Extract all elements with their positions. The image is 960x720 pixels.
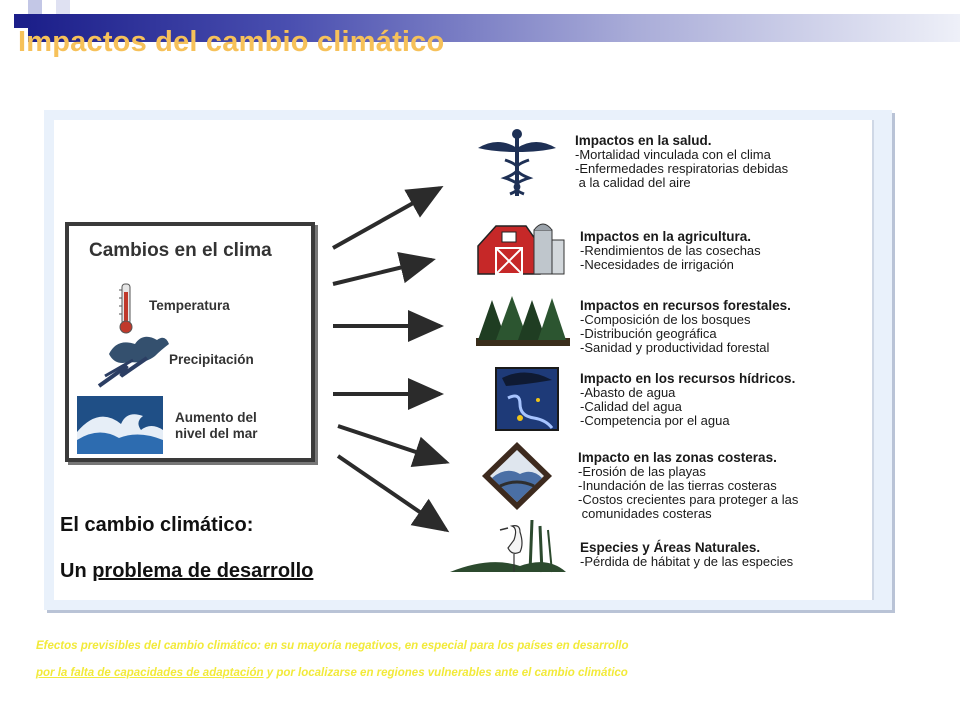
- impact-title: Impactos en recursos forestales.: [580, 298, 791, 313]
- water-resources-icon: [496, 368, 558, 430]
- impact-water: [580, 371, 880, 428]
- arrow-to-coast: [338, 426, 446, 462]
- forest-icon: [476, 296, 570, 346]
- heron-icon: [450, 520, 566, 572]
- footer-underlined: por la falta de capacidades de adaptación: [36, 667, 264, 679]
- note-prefix: Un: [60, 560, 93, 582]
- impact-title: Impacto en las zonas costeras.: [578, 450, 777, 465]
- caduceus-icon: [478, 129, 556, 196]
- footer-line-2: [36, 667, 628, 679]
- impact-line: -Erosión de las playas: [578, 464, 706, 479]
- impact-line: -Enfermedades respiratorias debidas: [575, 161, 789, 176]
- note-underlined: problema de desarrollo: [92, 560, 314, 582]
- climate-item-label: nivel del mar: [175, 426, 258, 441]
- impact-health: [575, 133, 875, 190]
- arrow-to-species: [338, 456, 446, 530]
- barn-icon: [478, 224, 564, 274]
- climate-box-title: Cambios en el clima: [89, 240, 272, 261]
- note-line-2: [60, 560, 313, 583]
- impact-agriculture: [580, 229, 880, 272]
- impact-title: Impacto en los recursos hídricos.: [580, 371, 796, 386]
- impact-line: a la calidad del aire: [575, 175, 691, 190]
- arrow-to-agriculture: [333, 260, 432, 284]
- impact-line: -Mortalidad vinculada con el clima: [575, 147, 771, 162]
- impact-title: Impactos en la agricultura.: [580, 229, 752, 244]
- note-line-1: El cambio climático:: [60, 514, 254, 536]
- impact-line: -Costos crecientes para proteger a las: [578, 492, 799, 507]
- impact-coastal: [578, 450, 878, 521]
- impact-line: -Pérdida de hábitat y de las especies: [580, 554, 794, 569]
- impact-line: comunidades costeras: [578, 506, 712, 521]
- impact-species: [580, 540, 880, 569]
- impact-title: Impactos en la salud.: [575, 133, 712, 148]
- coastal-zone-icon: [482, 442, 552, 510]
- impact-title: Especies y Áreas Naturales.: [580, 540, 761, 555]
- climate-item-label: Temperatura: [149, 298, 230, 313]
- footer-rest: y por localizarse en regiones vulnerables ante el cambio climático: [263, 667, 628, 679]
- impact-line: -Distribución geográfica: [580, 326, 717, 341]
- impact-line: -Calidad del agua: [580, 399, 682, 414]
- arrows: [333, 188, 446, 530]
- impact-line: -Sanidad y productividad forestal: [580, 340, 770, 355]
- slide-title: Impactos del cambio climático: [18, 26, 445, 58]
- climate-item-label: Precipitación: [169, 352, 254, 367]
- impact-forest: [580, 298, 880, 355]
- impact-line: -Necesidades de irrigación: [580, 257, 734, 272]
- impact-line: -Rendimientos de las cosechas: [580, 243, 761, 258]
- impact-line: -Competencia por el agua: [580, 413, 730, 428]
- impact-line: -Inundación de las tierras costeras: [578, 478, 777, 493]
- impact-line: -Composición de los bosques: [580, 312, 751, 327]
- footer-line-1: Efectos previsibles del cambio climático: en su mayoría negativos, en especial para los países en desarrollo: [36, 640, 629, 652]
- climate-item-label: Aumento del: [175, 410, 257, 425]
- impact-line: -Abasto de agua: [580, 385, 676, 400]
- arrow-to-health: [333, 188, 440, 248]
